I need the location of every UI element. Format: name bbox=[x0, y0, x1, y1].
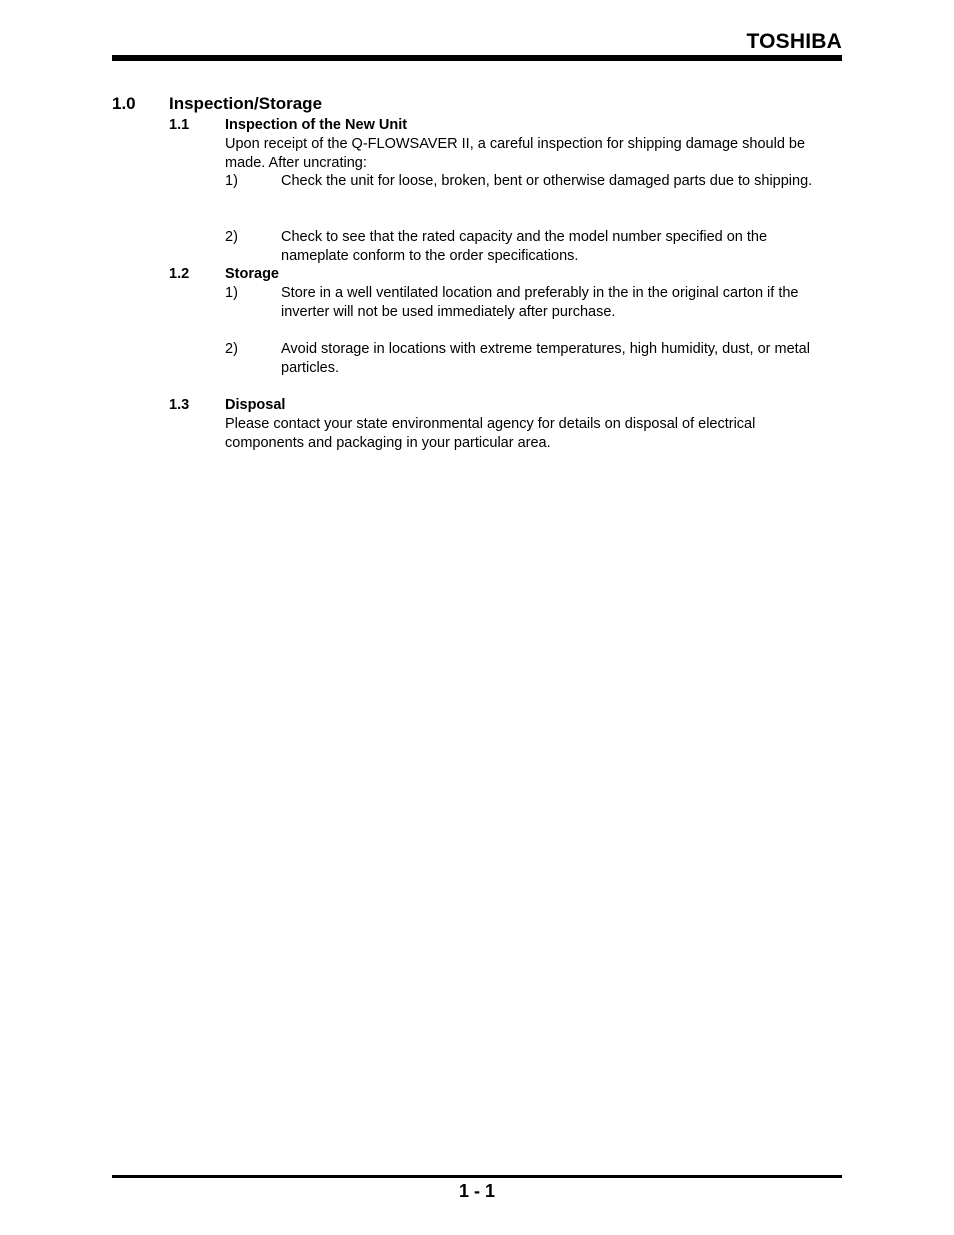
list-item-number: 2) bbox=[225, 229, 238, 245]
list-item-number: 1) bbox=[225, 285, 238, 301]
list-item-text: Avoid storage in locations with extreme temperatures, high humidity, dust, or metal particles. bbox=[281, 341, 810, 376]
subsection-number-1-3: 1.3 bbox=[169, 397, 190, 413]
section-title: Inspection/Storage bbox=[169, 94, 323, 113]
header-rule bbox=[112, 55, 842, 61]
subsection-intro-1-1: Upon receipt of the Q-FLOWSAVER II, a careful inspection for shipping damage should be made. After uncrating: bbox=[225, 136, 806, 171]
section-number: 1.0 bbox=[112, 94, 136, 113]
footer-rule bbox=[112, 1175, 842, 1178]
list-item-text: Check the unit for loose, broken, bent or otherwise damaged parts due to shipping. bbox=[281, 173, 813, 189]
page-number: 1 - 1 bbox=[458, 1181, 496, 1201]
subsection-title-1-1: Inspection of the New Unit bbox=[225, 117, 408, 133]
subsection-number-1-1: 1.1 bbox=[169, 117, 190, 133]
list-item-number: 1) bbox=[225, 173, 238, 189]
list-item-text: Check to see that the rated capacity and the model number specified on the nameplate conform to the order specifications. bbox=[281, 229, 768, 264]
brand-logo: TOSHIBA bbox=[746, 30, 842, 53]
subsection-title-1-2: Storage bbox=[225, 266, 279, 282]
subsection-number-1-2: 1.2 bbox=[169, 266, 190, 282]
subsection-title-1-3: Disposal bbox=[225, 397, 286, 413]
list-item-text: Store in a well ventilated location and preferably in the in the original carton if the inverter will not be used immediately after purchase. bbox=[281, 285, 799, 320]
subsection-body-1-3: Please contact your state environmental agency for details on disposal of electrical components and packaging in your particular area. bbox=[225, 416, 756, 451]
list-item-number: 2) bbox=[225, 341, 238, 357]
